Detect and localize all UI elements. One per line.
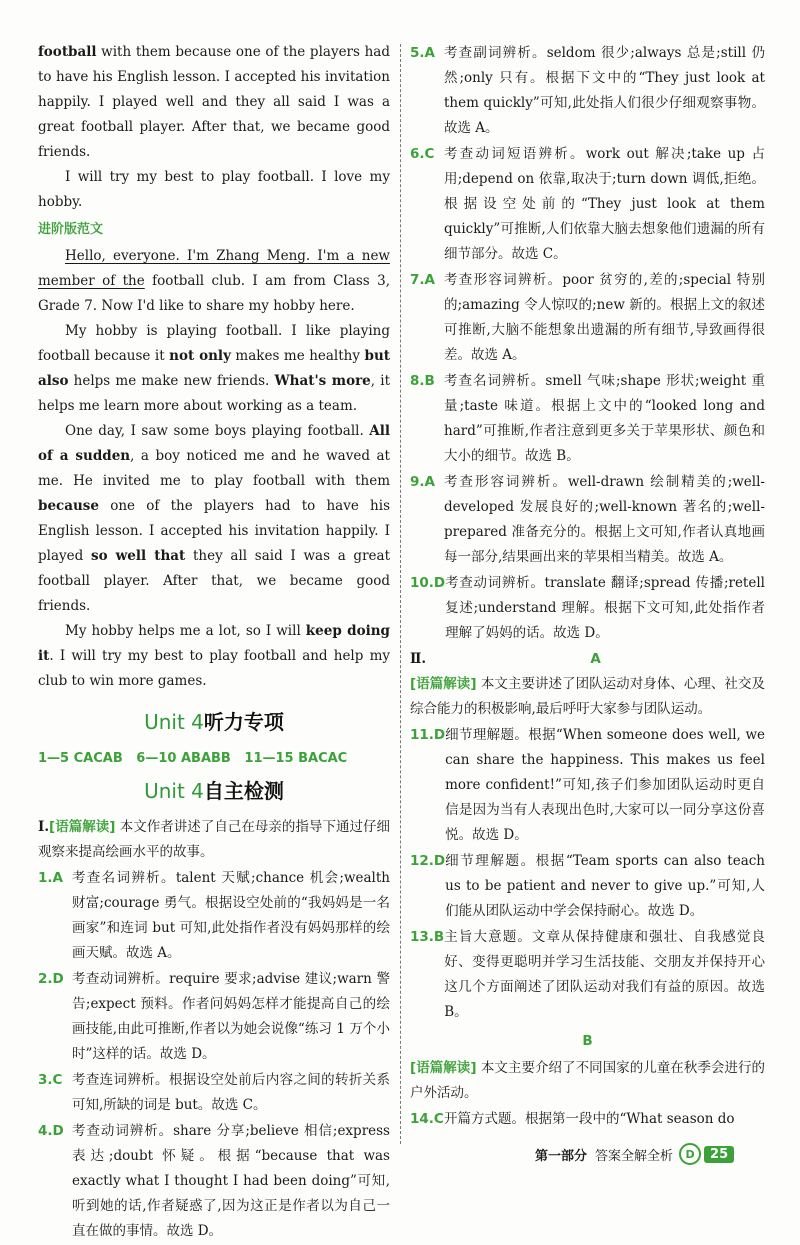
- answer-explanation: 开篇方式题。根据第一段中的“What season do: [444, 1111, 735, 1127]
- answer-number: 7.A: [410, 272, 435, 288]
- answer-number: 9.A: [410, 474, 435, 490]
- answer-number: 2.D: [38, 971, 64, 987]
- answer-explanation: 主旨大意题。文章从保持健康和强壮、自我感觉良好、变得更聪明并学习生活技能、交朋友并保持开心这几个方面阐述了团队运动对我们有益的原因。故选 B。: [444, 929, 765, 1020]
- footer-badge: D: [679, 1143, 701, 1165]
- answer-item: [38, 967, 390, 1067]
- right-column: [410, 40, 765, 1133]
- answer-explanation: 考查形容词辨析。well-drawn 绘制精美的;well-developed 发展良好的;well-known 著名的;well-prepared 准备充分的。根据上文可知,作者认真地画每一部分,结果画出来的苹果相当精美。故选 A。: [444, 474, 765, 565]
- answer-number: 11.D: [410, 727, 446, 743]
- passage-b-intro: [语篇解读] 本文主要介绍了不同国家的儿童在秋季会进行的户外活动。: [410, 1060, 766, 1101]
- answer-number: 1.A: [38, 870, 63, 886]
- answer-item: [410, 41, 765, 141]
- essay-closing: I will try my best to play football. I love my hobby.: [38, 169, 390, 210]
- answer-number: 5.A: [410, 45, 435, 61]
- answer-item: [410, 571, 765, 646]
- answer-explanation: 细节理解题。根据“Team sports can also teach us to be patient and never to give up.”可知,人们能从团队运动中学会保持耐心。故选 D。: [445, 853, 765, 919]
- answer-explanation: 考查动词辨析。require 要求;advise 建议;warn 警告;expect 预料。作者问妈妈怎样才能提高自己的绘画技能,由此可推断,作者以为她会说像“练习 1 万个小时”这样的话。故选 D。: [72, 971, 390, 1062]
- answer-explanation: 考查动词短语辨析。work out 解决;take up 占用;depend on 依靠,取决于;turn down 调低,拒绝。根据设空处前的“They just look at them quickly”可推断,人们依靠大脑去想象他们遗漏的所有细节部分。故选 C。: [444, 146, 765, 262]
- left-answer-list: [38, 866, 390, 1244]
- essay-paragraph-3: One day, I saw some boys playing football. All of a sudden, a boy noticed me and he waved at me. He invited me to play football with them because one of the players had to have his English lesson. I accepted his invitation happily. I played so well that they all said I was a great football player. After that, we became good friends.: [38, 423, 390, 614]
- answer-explanation: 考查名词辨析。smell 气味;shape 形状;weight 重量;taste 味道。根据上文中的“looked long and hard”可推断,作者注意到更多关于苹果形状、颜色和大小的细节。故选 B。: [444, 373, 765, 464]
- passage-a-intro: [语篇解读] 本文主要讲述了团队运动对身体、心理、社交及综合能力的积极影响,最后呼吁大家参与团队运动。: [410, 676, 766, 717]
- answer-item: [410, 369, 765, 469]
- answer-item: [410, 142, 765, 267]
- answer-number: 14.C: [410, 1111, 444, 1127]
- answer-item: [38, 866, 390, 966]
- answer-item-14: [410, 1107, 765, 1132]
- answer-explanation: 考查形容词辨析。poor 贫穷的,差的;special 特别的;amazing 令人惊叹的;new 新的。根据上文的叙述可推断,大脑不能想象出遗漏的所有细节,导致画得很差。故选 A。: [444, 272, 765, 363]
- answer-number: 12.D: [410, 853, 446, 869]
- passage-a-letter: A: [590, 651, 601, 667]
- footer-title: 答案全解全析: [595, 1148, 674, 1164]
- answer-item: [410, 723, 765, 848]
- essay-end-paragraph: football with them because one of the players had to have his English lesson. I accepted his invitation happily. I played well and they all said I was a great football player. After that, we became good friends.: [38, 44, 390, 160]
- section-1-intro: Ⅰ.[语篇解读] 本文作者讲述了自己在母亲的指导下通过仔细观察来提高绘画水平的故事。: [38, 819, 390, 860]
- answer-item: [410, 470, 765, 570]
- advanced-label: 进阶版范文: [38, 222, 104, 237]
- page-footer: [535, 1142, 765, 1166]
- answer-number: 6.C: [410, 146, 435, 162]
- answer-number: 8.B: [410, 373, 435, 389]
- answer-number: 3.C: [38, 1072, 63, 1088]
- essay-paragraph-2: My hobby is playing football. I like playing football because it not only makes me healthy but also helps me make new friends. What's more, it helps me learn more about working as a team.: [38, 323, 390, 414]
- answer-explanation: 考查名词辨析。talent 天赋;chance 机会;wealth 财富;courage 勇气。根据设空处前的“我妈妈是一名画家”和连词 but 可知,此处指作者没有妈妈那样的绘画天赋。故选 A。: [72, 870, 390, 961]
- answer-explanation: 考查副词辨析。seldom 很少;always 总是;still 仍然;only 只有。根据下文中的“They just look at them quickly”可知,此处指人们很少仔细观察事物。故选 A。: [444, 45, 765, 136]
- answer-number: 10.D: [410, 575, 446, 591]
- passage-b-letter: B: [582, 1033, 593, 1049]
- answer-explanation: 考查动词辨析。translate 翻译;spread 传播;retell 复述;understand 理解。根据下文可知,此处指作者理解了妈妈的话。故选 D。: [445, 575, 765, 641]
- page-number: 25: [704, 1146, 734, 1163]
- listening-answers: 1—5 CACAB 6—10 ABABB 11—15 BACAC: [38, 751, 348, 766]
- answer-item: [38, 1068, 390, 1118]
- section-2-header: [410, 647, 765, 672]
- right-answer-list-a: [410, 41, 765, 646]
- answer-item: [410, 268, 765, 368]
- essay-paragraph-4: My hobby helps me a lot, so I will keep doing it. I will try my best to play football and help my club to win more games.: [38, 623, 391, 689]
- section-2-roman: Ⅱ.: [410, 651, 427, 667]
- unit-check-heading: Unit 4自主检测: [144, 779, 284, 803]
- left-column: [38, 40, 390, 1245]
- footer-part: 第一部分: [535, 1148, 588, 1164]
- answer-number: 13.B: [410, 929, 445, 945]
- answer-item: [410, 925, 765, 1025]
- right-answer-list-b: [410, 723, 765, 1025]
- answer-explanation: 考查连词辨析。根据设空处前后内容之间的转折关系可知,所缺的词是 but。故选 C。: [72, 1072, 390, 1113]
- unit-listening-heading: Unit 4听力专项: [144, 710, 284, 734]
- essay-greeting: Hello, everyone. I'm Zhang Meng. I'm a new member of the football club. I am from Class 3, Grade 7. Now I'd like to share my hobby here.: [38, 248, 391, 314]
- answer-number: 4.D: [38, 1123, 64, 1139]
- answer-item: [410, 849, 765, 924]
- answer-explanation: 细节理解题。根据“When someone does well, we can share the happiness. This makes us feel more confident!”可知,孩子们参加团队运动时更自信是因为当有人表现出色时,大家可以一同分享这份喜悦。故选 D。: [445, 727, 765, 843]
- column-divider: [400, 44, 401, 1144]
- answer-item: [38, 1119, 390, 1244]
- answer-explanation: 考查动词辨析。share 分享;believe 相信;express 表达;doubt 怀疑。根据“because that was exactly what I thought I had been doing”可知,听到她的话,作者疑惑了,因为这正是作者以为自己一直在做的事情。故选 D。: [72, 1123, 390, 1239]
